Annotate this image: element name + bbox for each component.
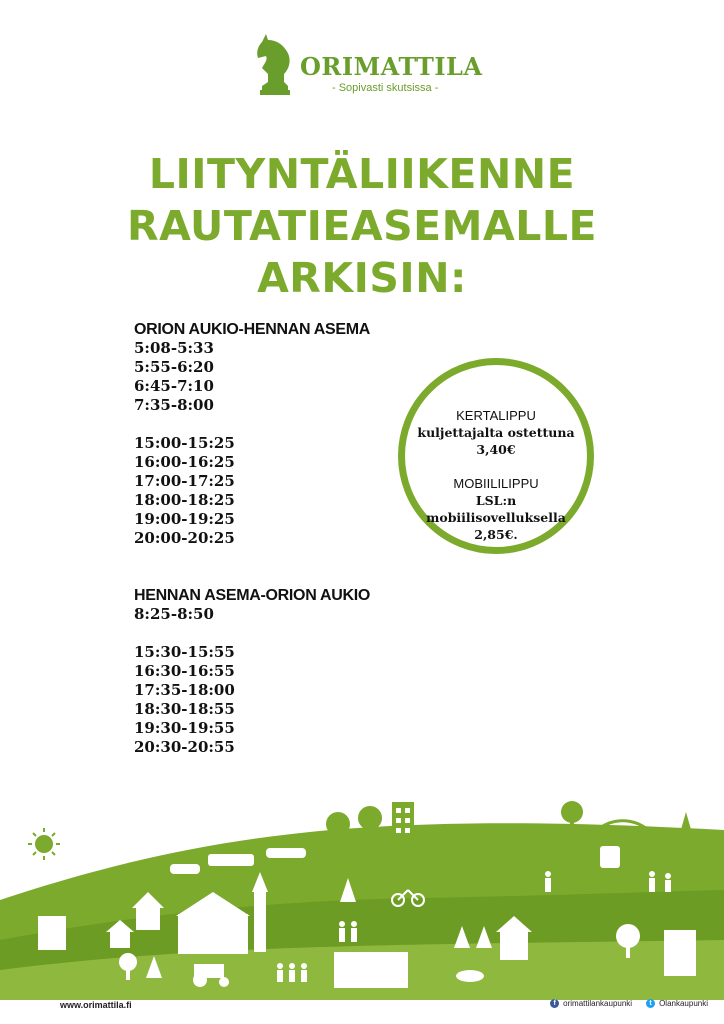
logo-name: ORIMATTILA: [300, 52, 483, 81]
departure-time: 16:00-16:25: [134, 453, 235, 471]
page-title: [0, 148, 724, 304]
departure-time: 15:30-15:55: [134, 643, 235, 661]
departure-time: 15:00-15:25: [134, 434, 235, 452]
route-title: ORION AUKIO-HENNAN ASEMA: [134, 321, 371, 338]
logo-slogan: - Sopivasti skutsissa -: [332, 82, 439, 94]
social-links: [550, 999, 708, 1008]
route-block: [134, 320, 370, 548]
departure-time: 18:30-18:55: [134, 700, 235, 718]
route-title: HENNAN ASEMA-ORION AUKIO: [134, 587, 371, 604]
title-line: RAUTATIEASEMALLE: [127, 202, 597, 250]
facebook-handle[interactable]: orimattilankaupunki: [563, 999, 633, 1008]
ticket-price: 2,85€.: [474, 527, 518, 542]
departure-time: 18:00-18:25: [134, 491, 235, 509]
ticket-price-circle: [398, 358, 594, 554]
ticket-title: MOBIILILIPPU: [453, 476, 539, 491]
facebook-icon: f: [550, 999, 559, 1008]
timetable: [134, 320, 370, 757]
departure-time: 8:25-8:50: [134, 605, 214, 623]
departure-time: 17:35-18:00: [134, 681, 235, 699]
orimattila-logo: [250, 28, 483, 100]
sun-icon: [28, 828, 60, 860]
departure-time: 20:30-20:55: [134, 738, 235, 756]
ticket-description: LSL:n mobiilisovelluksella: [426, 493, 566, 525]
route-block: [134, 567, 370, 757]
departure-time: 6:45-7:10: [134, 377, 214, 395]
ticket-description: kuljettajalta ostettuna: [417, 425, 575, 440]
departure-time: 7:35-8:00: [134, 396, 214, 414]
town-illustration: [0, 780, 724, 1000]
departure-time: 20:00-20:25: [134, 529, 235, 547]
ticket-title: KERTALIPPU: [456, 408, 536, 423]
twitter-handle[interactable]: Olankaupunki: [659, 999, 708, 1008]
twitter-icon: t: [646, 999, 655, 1008]
departure-time: 5:55-6:20: [134, 358, 214, 376]
departure-time: 19:30-19:55: [134, 719, 235, 737]
departure-time: 17:00-17:25: [134, 472, 235, 490]
departure-time: 5:08-5:33: [134, 339, 214, 357]
chess-knight-icon: [252, 32, 298, 96]
departure-time: 16:30-16:55: [134, 662, 235, 680]
title-line: LIITYNTÄLIIKENNE: [148, 150, 576, 198]
title-line: ARKISIN:: [257, 254, 467, 302]
departure-time: 19:00-19:25: [134, 510, 235, 528]
ticket-price: 3,40€: [476, 442, 516, 457]
website-link[interactable]: www.orimattila.fi: [60, 1000, 132, 1010]
